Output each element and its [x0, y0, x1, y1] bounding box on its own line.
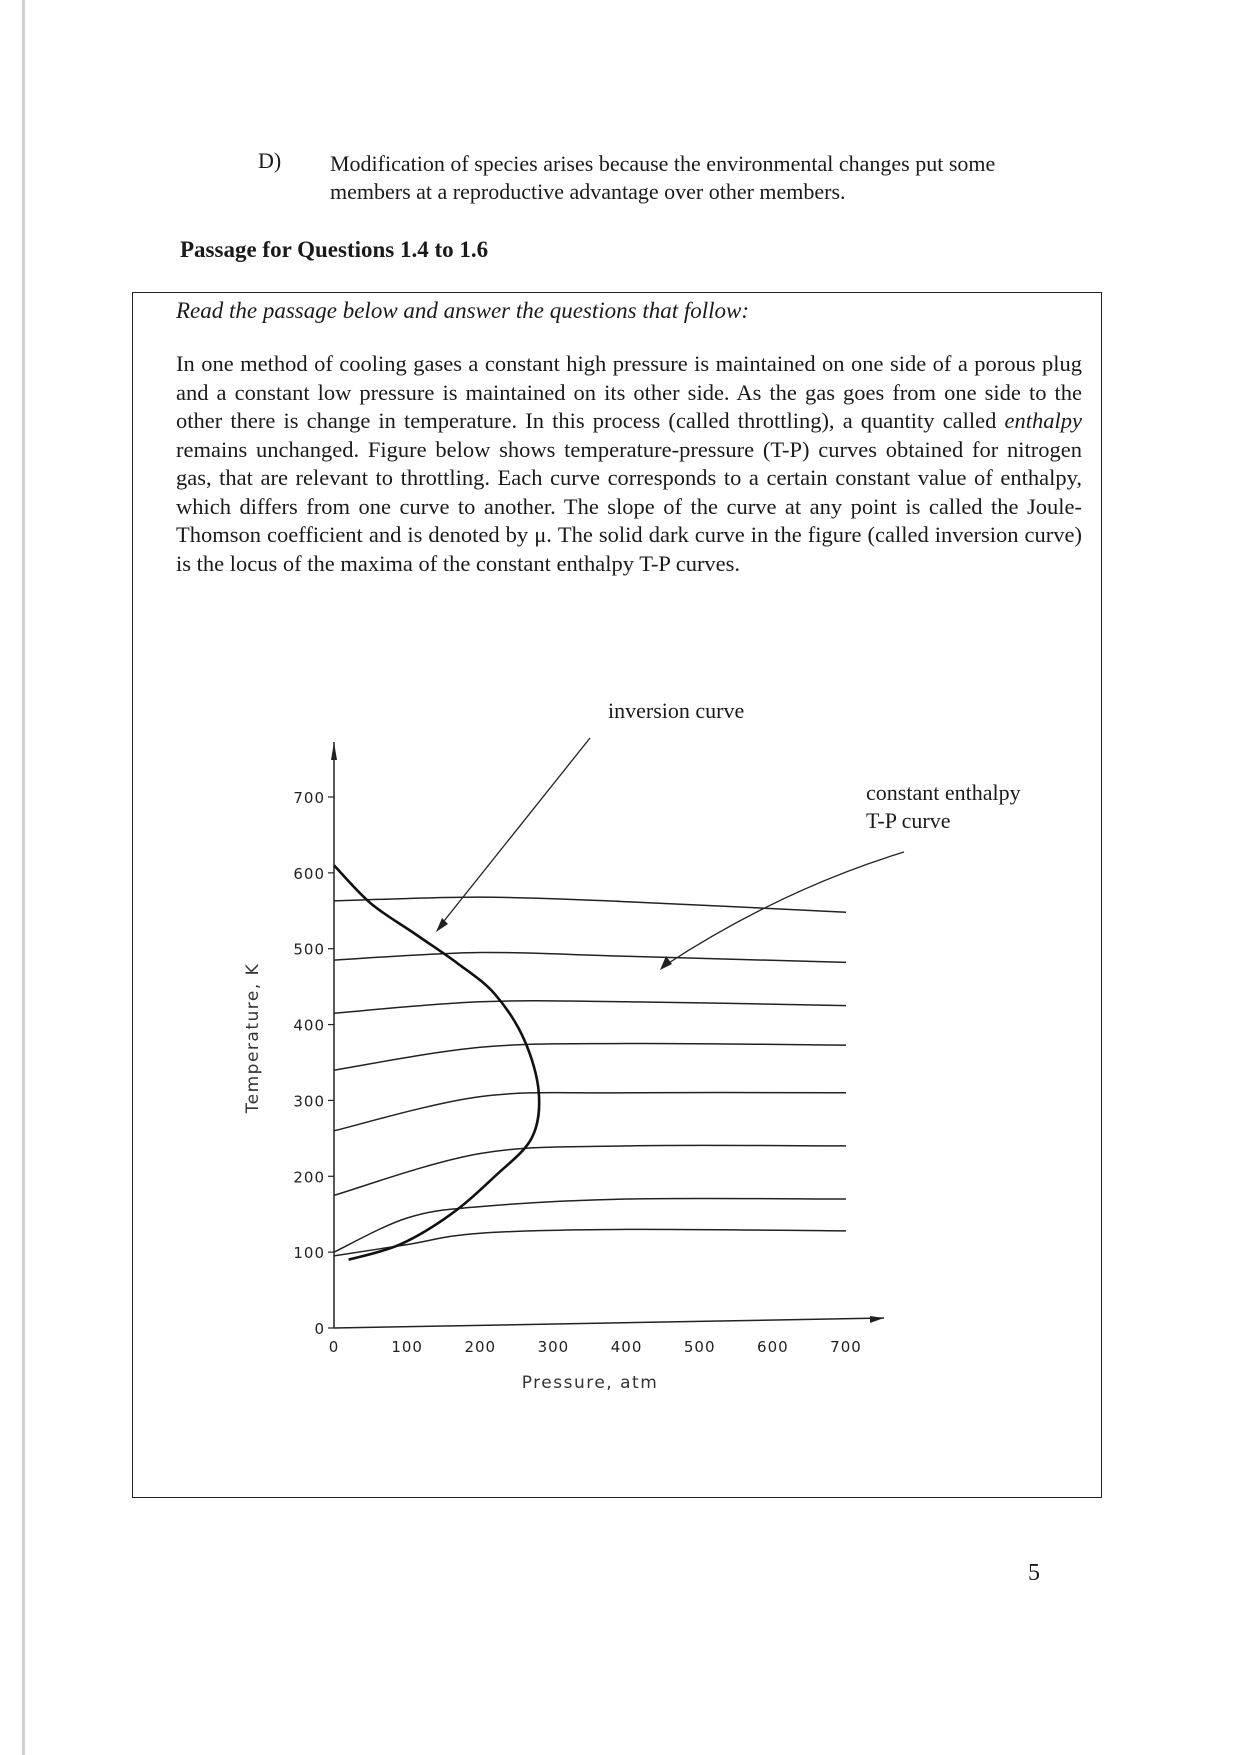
passage-heading: Passage for Questions 1.4 to 1.6: [180, 237, 489, 262]
plot-area: [243, 738, 904, 1393]
x-tick-label: 100: [391, 1338, 423, 1356]
x-axis: [334, 1318, 884, 1328]
x-axis-title: Pressure, atm: [521, 1373, 659, 1393]
x-tick-label: 300: [537, 1338, 570, 1356]
enthalpy-curve: [334, 1001, 846, 1013]
x-tick-label: 0: [328, 1338, 340, 1356]
enthalpy-curve: [334, 1229, 846, 1256]
y-tick-label: 500: [293, 940, 325, 959]
x-tick-label: 700: [830, 1338, 862, 1356]
y-tick-label: 600: [293, 864, 325, 883]
inversion-curve-label: inversion curve: [608, 698, 745, 723]
enthalpy-term: enthalpy: [1004, 408, 1082, 433]
enthalpy-curve: [334, 897, 846, 912]
enthalpy-curve: [334, 1145, 846, 1195]
passage-part-1: In one method of cooling gases a constant high pressure is maintained on one side of a porous plug and a constant low pressure is maintained on its other side. As the gas goes from one side to the other there is change in temperature. In this process (called throttling), a quantity called: [176, 351, 1082, 433]
y-tick-label: 200: [293, 1168, 325, 1187]
y-tick-label: 100: [293, 1244, 325, 1263]
y-axis-arrow: [331, 742, 337, 760]
y-tick-label: 300: [293, 1092, 325, 1111]
inversion-pointer-head: [436, 918, 448, 932]
enthalpy-curve: [334, 1043, 846, 1070]
x-axis-arrow: [870, 1316, 884, 1323]
inversion-curve: [334, 865, 539, 1259]
passage-instruction: Read the passage below and answer the questions that follow:: [176, 298, 750, 323]
enthalpy-label-line2: T-P curve: [866, 808, 951, 833]
passage-part-2: remains unchanged. Figure below shows temperature-pressure (T-P) curves obtained for nitrogen gas, that are relevant to throttling. Each curve corresponds to a certain constant value of enthalpy, which differs from one curve to another. The slope of the curve at any point is called the Joule-Thomson coefficient and is denoted by μ. The solid dark curve in the figure (called inversion curve) is the locus of the maxima of the constant enthalpy T-P curves.: [176, 436, 1082, 576]
enthalpy-label-line1: constant enthalpy: [866, 780, 1021, 805]
option-d-label: D): [258, 148, 282, 173]
option-d-text: Modification of species arises because the environmental changes put some members at a reproductive advantage over other members.: [330, 151, 996, 204]
x-tick-label: 500: [683, 1338, 716, 1356]
y-axis-title: Temperature, K: [243, 962, 263, 1114]
y-tick-label: 700: [293, 789, 325, 807]
page-number: 5: [1028, 1560, 1040, 1586]
y-tick-label: 0: [314, 1320, 325, 1338]
x-tick-label: 400: [610, 1338, 643, 1356]
x-tick-label: 200: [464, 1338, 497, 1356]
enthalpy-curve: [334, 1093, 846, 1131]
y-tick-label: 400: [293, 1016, 325, 1035]
enthalpy-curve: [334, 952, 846, 962]
x-tick-label: 600: [757, 1338, 789, 1356]
